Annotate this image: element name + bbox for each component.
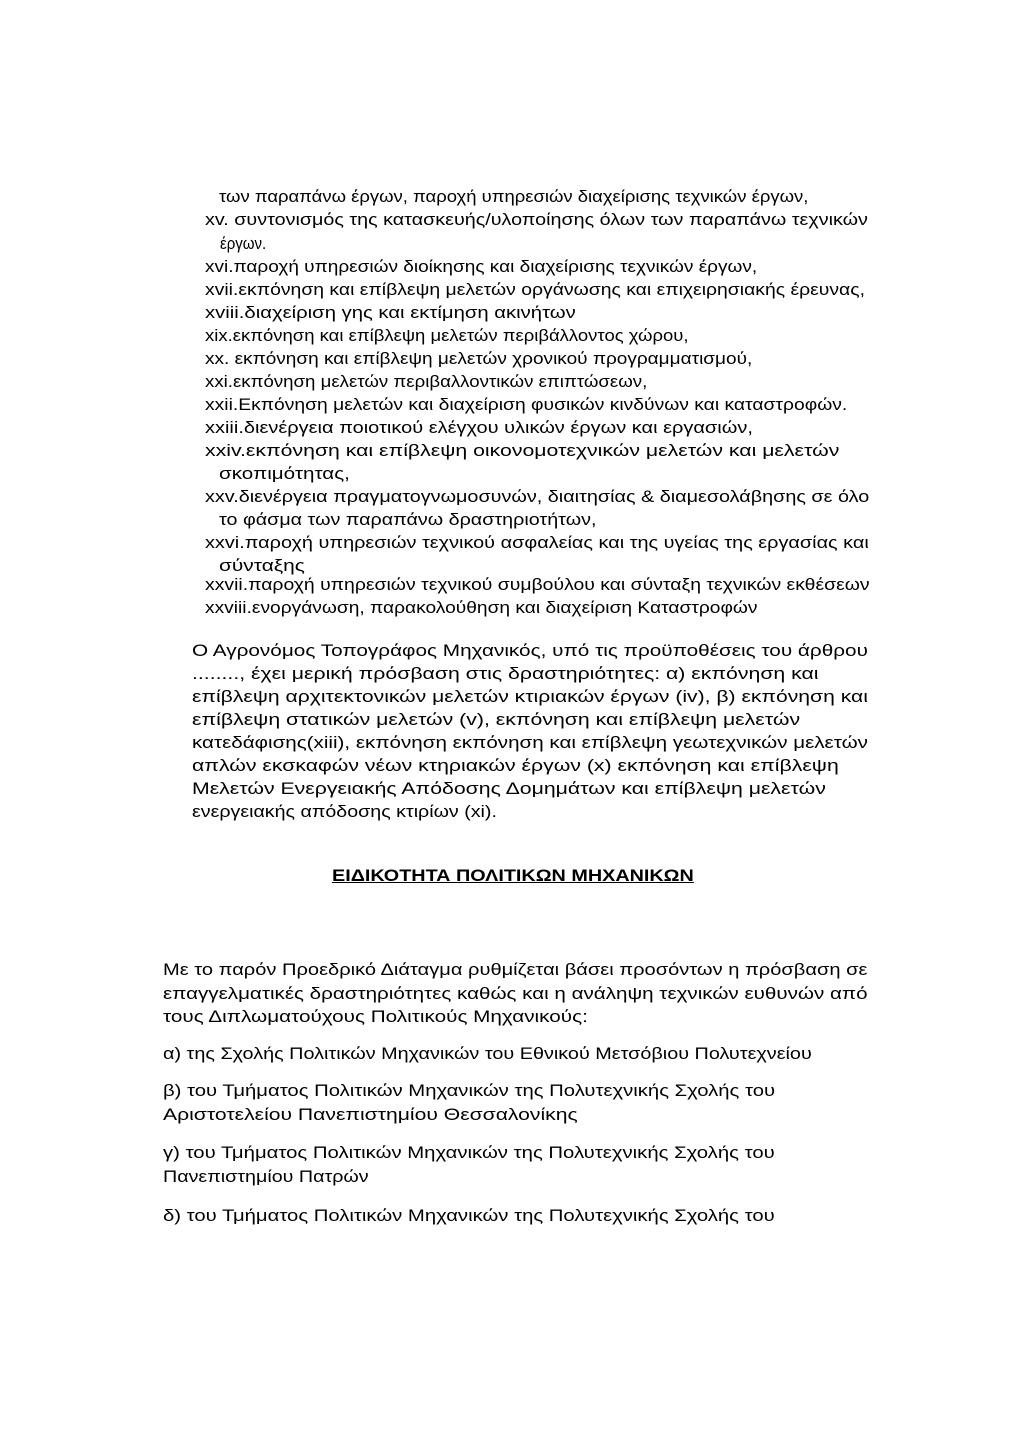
list-line: xxi.εκπόνηση μελετών περιβαλλοντικών επιπτώσεων, xyxy=(205,372,648,391)
paragraph-line: τους Διπλωματούχους Πολιτικούς Μηχανικούς: xyxy=(163,1007,588,1026)
paragraph-line: Ο Αγρονόμος Τοπογράφος Μηχανικός, υπό τις προϋποθέσεις του άρθρου xyxy=(192,641,868,660)
list-line: xxvi.παροχή υπηρεσιών τεχνικού ασφαλείας και της υγείας της εργασίας και xyxy=(205,533,869,552)
institution-item: β) του Τμήματος Πολιτικών Μηχανικών της Πολυτεχνικής Σχολής του xyxy=(163,1081,776,1100)
paragraph-line: κατεδάφισης(xiii), εκπόνηση εκπόνηση και επίβλεψη γεωτεχνικών μελετών xyxy=(192,733,868,752)
paragraph-line: ενεργειακής απόδοσης κτιρίων (xi). xyxy=(192,802,497,821)
paragraph-line: επίβλεψη στατικών μελετών (v), εκπόνηση και επίβλεψη μελετών xyxy=(192,710,801,729)
list-line: xxvii.παροχή υπηρεσιών τεχνικού συμβούλου και σύνταξη τεχνικών εκθέσεων xyxy=(205,575,870,594)
list-line: xxiv.εκπόνηση και επίβλεψη οικονομοτεχνικών μελετών και μελετών xyxy=(205,441,840,460)
paragraph-line: απλών εκσκαφών νέων κτηριακών έργων (x) εκπόνηση και επίβλεψη xyxy=(192,756,839,775)
list-line: xxiii.διενέργεια ποιοτικού ελέγχου υλικών έργων και εργασιών, xyxy=(205,418,753,437)
list-line: σύνταξης xyxy=(219,556,305,575)
list-line: xviii.διαχείριση γης και εκτίμηση ακινήτων xyxy=(205,303,576,322)
list-line: xix.εκπόνηση και επίβλεψη μελετών περιβάλλοντος χώρου, xyxy=(205,326,689,345)
institution-item: γ) του Τμήματος Πολιτικών Μηχανικών της Πολυτεχνικής Σχολής του xyxy=(163,1143,775,1162)
institution-item: δ) του Τμήματος Πολιτικών Μηχανικών της Πολυτεχνικής Σχολής του xyxy=(163,1206,775,1225)
paragraph-line: επίβλεψη αρχιτεκτονικών μελετών κτιριακών έργων (iv), β) εκπόνηση και xyxy=(192,687,868,706)
list-line: xx. εκπόνηση και επίβλεψη μελετών χρονικού προγραμματισμού, xyxy=(205,349,753,368)
list-line: xxviii.ενοργάνωση, παρακολούθηση και διαχείριση Καταστροφών xyxy=(205,598,758,617)
list-line: xv. συντονισμός της κατασκευής/υλοποίησης όλων των παραπάνω τεχνικών xyxy=(205,210,868,229)
list-line: έργων. xyxy=(220,234,267,253)
list-line: xxii.Εκπόνηση μελετών και διαχείριση φυσικών κινδύνων και καταστροφών. xyxy=(205,395,848,414)
institution-item: α) της Σχολής Πολιτικών Μηχανικών του Εθνικού Μετσόβιου Πολυτεχνείου xyxy=(163,1044,812,1063)
paragraph-line: Με το παρόν Προεδρικό Διάταγμα ρυθμίζεται βάσει προσόντων η πρόσβαση σε xyxy=(163,960,868,979)
list-line: xvi.παροχή υπηρεσιών διοίκησης και διαχείρισης τεχνικών έργων, xyxy=(205,257,758,276)
list-line: το φάσμα των παραπάνω δραστηριοτήτων, xyxy=(219,510,597,529)
paragraph-line: επαγγελματικές δραστηριότητες καθώς και η ανάληψη τεχνικών ευθυνών από xyxy=(163,984,868,1003)
section-heading: ΕΙΔΙΚΟΤΗΤΑ ΠΟΛΙΤΙΚΩΝ ΜΗΧΑΝΙΚΩΝ xyxy=(332,866,694,885)
list-line: σκοπιμότητας, xyxy=(219,464,350,483)
list-line: xvii.εκπόνηση και επίβλεψη μελετών οργάνωσης και επιχειρησιακής έρευνας, xyxy=(205,280,865,299)
institution-item: Πανεπιστημίου Πατρών xyxy=(163,1167,369,1186)
institution-item: Αριστοτελείου Πανεπιστημίου Θεσσαλονίκης xyxy=(163,1105,578,1124)
list-line: των παραπάνω έργων, παροχή υπηρεσιών διαχείρισης τεχνικών έργων, xyxy=(219,187,809,206)
paragraph-line: ........, έχει μερική πρόσβαση στις δραστηριότητες: α) εκπόνηση και xyxy=(192,664,819,683)
paragraph-line: Μελετών Ενεργειακής Απόδοσης Δομημάτων και επίβλεψη μελετών xyxy=(192,779,826,798)
list-line: xxv.διενέργεια πραγματογνωμοσυνών, διαιτησίας & διαμεσολάβησης σε όλο xyxy=(205,487,870,506)
